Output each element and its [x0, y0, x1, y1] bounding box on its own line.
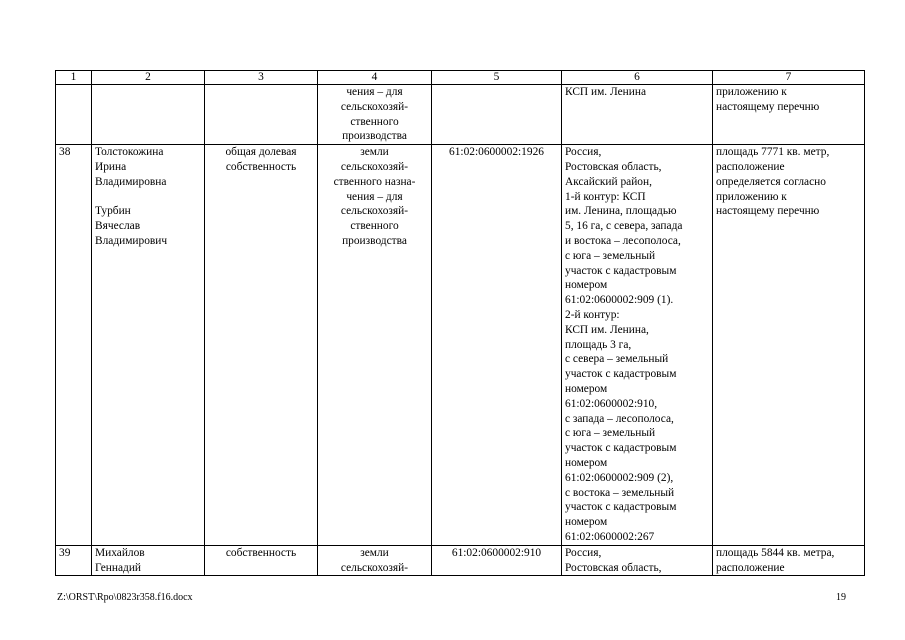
- cell-line: настоящему перечню: [716, 205, 820, 218]
- cell-line: участок с кадастровым: [565, 368, 677, 381]
- cadastral-number-cell: [432, 145, 562, 546]
- right-type-cell: [205, 85, 318, 145]
- cell-line: Михайлов: [95, 546, 145, 559]
- cell-line: с юга – земельный: [565, 427, 656, 440]
- cell-line: номером: [565, 279, 608, 292]
- cell-line: 61:02:0600002:909 (1).: [565, 294, 674, 307]
- cell-line: производства: [342, 130, 407, 143]
- cell-line: ственного: [350, 115, 399, 128]
- row-number-cell: [56, 145, 92, 546]
- cell-line: 39: [59, 546, 71, 559]
- owner-cell: [92, 85, 205, 145]
- cell-line: и востока – лесополоса,: [565, 234, 681, 247]
- cell-line: площадь 7771 кв. метр,: [716, 146, 830, 159]
- column-header: 4: [318, 71, 432, 85]
- land-register-table: [55, 70, 865, 576]
- cell-line: производства: [342, 234, 407, 247]
- owner-cell: [92, 145, 205, 546]
- cell-line: Турбин: [95, 205, 131, 218]
- notes-cell: [713, 85, 865, 145]
- cell-line: чения – для: [346, 190, 403, 203]
- notes-cell: [713, 545, 865, 576]
- right-type-cell: [205, 545, 318, 576]
- table-row: [56, 145, 865, 546]
- cell-line: участок с кадастровым: [565, 264, 677, 277]
- land-category-cell: [318, 85, 432, 145]
- cell-line: сельскохозяй-: [340, 205, 409, 218]
- cell-line: с севера – земельный: [565, 353, 669, 366]
- column-header: 7: [713, 71, 865, 85]
- cell-line: 38: [59, 146, 71, 159]
- page-bottom-margin: [0, 578, 905, 640]
- cell-line: номером: [565, 382, 608, 395]
- cell-line: Владимирович: [95, 234, 168, 247]
- cell-line: Россия,: [565, 546, 602, 559]
- header-row: [56, 71, 865, 85]
- cell-line: Ростовская область,: [565, 160, 662, 173]
- cell-line: им. Ленина, площадью: [565, 205, 677, 218]
- location-cell: [562, 145, 713, 546]
- cell-line: Владимировна: [95, 175, 167, 188]
- cell-line: Аксайский район,: [565, 175, 652, 188]
- cell-line: 61:02:0600002:909 (2),: [565, 471, 674, 484]
- cell-line: 5, 16 га, с севера, запада: [565, 220, 683, 233]
- cell-line: 61:02:0600002:1926: [449, 146, 544, 159]
- owner-cell: [92, 545, 205, 576]
- location-cell: [562, 85, 713, 145]
- cell-line: земли: [360, 146, 389, 159]
- cell-line: участок с кадастровым: [565, 442, 677, 455]
- cell-line: собственность: [225, 546, 297, 559]
- cell-line: Вячеслав: [95, 220, 141, 233]
- cell-line: приложению к: [716, 190, 787, 203]
- table-row: [56, 85, 865, 145]
- row-number-cell: [56, 85, 92, 145]
- cell-line: номером: [565, 456, 608, 469]
- cell-line: Геннадий: [95, 561, 142, 574]
- cell-line: [95, 190, 201, 205]
- cadastral-number-cell: [432, 85, 562, 145]
- column-header: 6: [562, 71, 713, 85]
- cell-line: площадь 3 га,: [565, 338, 632, 351]
- cell-line: собственность: [225, 160, 297, 173]
- cell-line: с востока – земельный: [565, 486, 675, 499]
- cell-line: участок с кадастровым: [565, 501, 677, 514]
- cell-line: 2-й контур:: [565, 308, 620, 321]
- cell-line: 61:02:0600002:910: [451, 546, 542, 559]
- row-number-cell: [56, 545, 92, 576]
- cell-line: расположение: [716, 160, 785, 173]
- cell-line: номером: [565, 516, 608, 529]
- cell-line: Ирина: [95, 160, 127, 173]
- cell-line: настоящему перечню: [716, 100, 820, 113]
- cell-line: чения – для: [346, 86, 403, 98]
- column-header: 2: [92, 71, 205, 85]
- cadastral-number-cell: [432, 545, 562, 576]
- cell-line: Ростовская область,: [565, 561, 662, 574]
- cell-line: 61:02:0600002:267: [565, 530, 655, 543]
- cell-line: с запада – лесополоса,: [565, 412, 674, 425]
- cell-line: ственного назна-: [333, 175, 416, 188]
- cell-line: площадь 5844 кв. метра,: [716, 546, 835, 559]
- column-header: 5: [432, 71, 562, 85]
- cell-line: 1-й контур: КСП: [565, 190, 646, 203]
- cell-line: КСП им. Ленина: [565, 86, 647, 98]
- cell-line: сельскохозяй-: [340, 561, 409, 574]
- column-header: 1: [56, 71, 92, 85]
- cell-line: расположение: [716, 561, 785, 574]
- cell-line: приложению к: [716, 86, 787, 98]
- notes-cell: [713, 145, 865, 546]
- column-header: 3: [205, 71, 318, 85]
- footer-file-path: Z:\ORST\Rpo\0823r358.f16.docx: [57, 592, 193, 603]
- cell-line: Толстокожина: [95, 146, 164, 159]
- cell-line: земли: [360, 546, 389, 559]
- location-cell: [562, 545, 713, 576]
- page-number: 19: [836, 592, 846, 603]
- cell-line: сельскохозяй-: [340, 100, 409, 113]
- cell-line: ственного: [350, 220, 399, 233]
- table-row: [56, 545, 865, 576]
- cell-line: определяется согласно: [716, 175, 826, 188]
- cell-line: КСП им. Ленина,: [565, 323, 649, 336]
- cell-line: с юга – земельный: [565, 249, 656, 262]
- right-type-cell: [205, 145, 318, 546]
- cell-line: Россия,: [565, 146, 602, 159]
- cell-line: общая долевая: [225, 146, 297, 159]
- cell-line: сельскохозяй-: [340, 160, 409, 173]
- land-category-cell: [318, 545, 432, 576]
- cell-line: 61:02:0600002:910,: [565, 397, 658, 410]
- land-category-cell: [318, 145, 432, 546]
